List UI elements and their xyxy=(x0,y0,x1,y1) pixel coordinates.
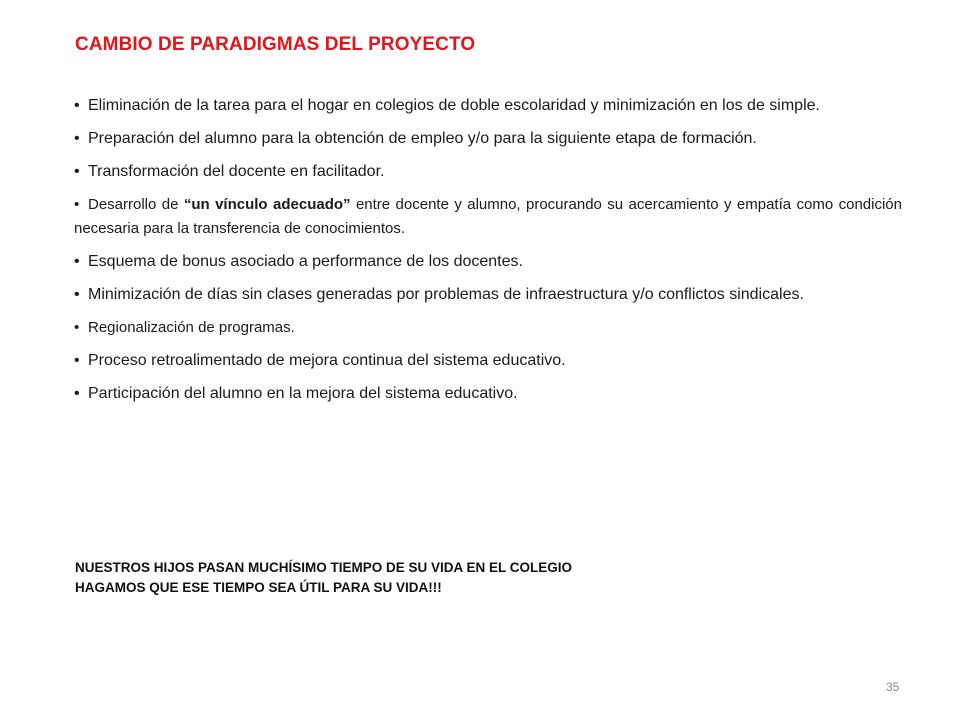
bullet-item xyxy=(74,193,902,241)
bullet-dot-icon: • xyxy=(74,97,80,114)
bullet-text: Esquema de bonus asociado a performance de los docentes. xyxy=(88,253,523,270)
bullet-text: Proceso retroalimentado de mejora continua del sistema educativo. xyxy=(88,352,566,369)
bullet-text: Regionalización de programas. xyxy=(88,319,295,336)
bullet-text: Eliminación de la tarea para el hogar en colegios de doble escolaridad y minimización en los de simple. xyxy=(88,97,820,114)
bullet-text-start: Desarrollo de xyxy=(88,196,184,213)
bullet-dot-icon: • xyxy=(74,352,80,369)
bullet-dot-icon: • xyxy=(74,319,80,336)
closing-message xyxy=(75,558,572,598)
bullet-item xyxy=(74,316,902,340)
bullet-item xyxy=(74,283,902,307)
bullet-text: Transformación del docente en facilitador. xyxy=(88,163,385,180)
bullet-item xyxy=(74,94,902,118)
bullet-text-emphasis: “un vínculo adecuado” xyxy=(183,196,351,213)
bullet-dot-icon: • xyxy=(74,163,80,180)
bullet-dot-icon: • xyxy=(74,253,80,270)
bullet-text-end: entre docente y alumno, procurando su acercamiento y empatía como condición necesaria para la transferencia de conocimientos. xyxy=(74,196,902,237)
bullet-text: Participación del alumno en la mejora del sistema educativo. xyxy=(88,385,518,402)
bullet-item xyxy=(74,160,902,184)
bullet-item xyxy=(74,382,902,406)
bullet-dot-icon: • xyxy=(74,130,80,147)
bullet-item xyxy=(74,250,902,274)
bullet-text: Minimización de días sin clases generadas por problemas de infraestructura y/o conflictos sindicales. xyxy=(88,286,804,303)
bullet-item xyxy=(74,127,902,151)
bullet-list xyxy=(74,94,902,415)
page-number: 35 xyxy=(886,680,900,694)
bullet-text: Preparación del alumno para la obtención de empleo y/o para la siguiente etapa de formación. xyxy=(88,130,757,147)
bullet-dot-icon: • xyxy=(74,385,80,402)
bullet-item xyxy=(74,349,902,373)
closing-line: NUESTROS HIJOS PASAN MUCHÍSIMO TIEMPO DE SU VIDA EN EL COLEGIO xyxy=(75,560,573,575)
bullet-dot-icon: • xyxy=(74,196,80,213)
slide-title: CAMBIO DE PARADIGMAS DEL PROYECTO xyxy=(75,34,476,55)
bullet-dot-icon: • xyxy=(74,286,80,303)
closing-line: HAGAMOS QUE ESE TIEMPO SEA ÚTIL PARA SU VIDA!!! xyxy=(75,580,442,595)
